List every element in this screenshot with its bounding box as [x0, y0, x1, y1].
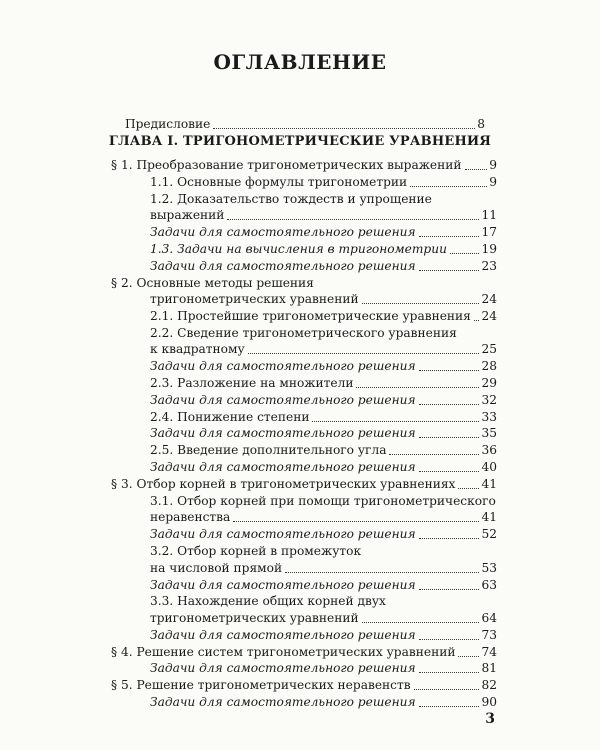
toc-entry	[150, 510, 497, 525]
toc-page-number: 41	[481, 510, 497, 524]
toc-entry	[111, 158, 497, 173]
toc-entry-text: 2.4. Понижение степени	[150, 410, 310, 424]
toc-entry-text: Предисловие	[125, 117, 211, 131]
toc-entry-text: § 4. Решение систем тригонометрических уравнений	[111, 645, 456, 659]
toc-page-number: 90	[481, 695, 497, 709]
toc-entry-text: § 2. Основные методы решения	[111, 276, 314, 290]
dot-leader	[419, 589, 480, 590]
toc-entry	[150, 359, 497, 374]
toc-entry	[111, 477, 497, 492]
dot-leader	[414, 689, 480, 690]
toc-entry-text: тригонометрических уравнений	[150, 611, 359, 625]
dot-leader	[389, 454, 479, 455]
toc-entry-text: на числовой прямой	[150, 561, 283, 575]
dot-leader	[419, 639, 480, 640]
dot-leader	[248, 353, 480, 354]
toc-page-number: 74	[481, 645, 497, 659]
toc-entry-text: § 5. Решение тригонометрических неравенств	[111, 678, 411, 692]
dot-leader	[474, 320, 480, 321]
dot-leader	[362, 622, 480, 623]
dot-leader	[233, 521, 479, 522]
toc-entry-text: 2.2. Сведение тригонометрического уравнения	[150, 326, 457, 340]
toc-entry-preface	[125, 117, 485, 132]
toc-page-number: 29	[481, 376, 497, 390]
dot-leader	[419, 672, 480, 673]
toc-page-number: 53	[481, 561, 497, 575]
dot-leader	[227, 219, 479, 220]
toc-entry	[150, 292, 497, 307]
toc-page-number: 25	[481, 342, 497, 356]
toc-page-number: 82	[481, 678, 497, 692]
toc-entry-text: Задачи для самостоятельного решения	[150, 259, 416, 273]
dot-leader	[419, 236, 480, 237]
toc-entry-text: 3.3. Нахождение общих корней двух	[150, 594, 386, 608]
toc-page-number: 40	[481, 460, 497, 474]
toc-entry	[150, 628, 497, 643]
toc-entry	[150, 578, 497, 593]
toc-entry-text: 2.1. Простейшие тригонометрические уравнения	[150, 309, 471, 323]
toc-entry-text: 2.3. Разложение на множители	[150, 376, 354, 390]
toc-page-number: 19	[481, 242, 497, 256]
dot-leader	[465, 169, 488, 170]
dot-leader	[450, 253, 480, 254]
toc-entry-text: Задачи для самостоятельного решения	[150, 628, 416, 642]
toc-entry	[150, 225, 497, 240]
toc-entry-text: § 3. Отбор корней в тригонометрических уравнениях	[111, 477, 456, 491]
dot-leader	[419, 404, 480, 405]
toc-entry-text: Задачи для самостоятельного решения	[150, 527, 416, 541]
toc-entry	[150, 342, 497, 357]
toc-entry	[150, 443, 497, 458]
dot-leader	[458, 488, 479, 489]
toc-entry-text: 2.5. Введение дополнительного угла	[150, 443, 387, 457]
toc-entry-text: § 1. Преобразование тригонометрических выражений	[111, 158, 462, 172]
toc-page-number: 28	[481, 359, 497, 373]
toc-entry	[111, 645, 497, 660]
toc-page-number: 9	[489, 175, 497, 189]
toc-page-number: 73	[481, 628, 497, 642]
toc-page-number: 9	[489, 158, 497, 172]
page-title: ОГЛАВЛЕНИЕ	[213, 50, 387, 74]
dot-leader	[419, 471, 480, 472]
dot-leader	[458, 656, 479, 657]
toc-entry	[150, 695, 497, 710]
toc-page-number: 52	[481, 527, 497, 541]
toc-page-number: 36	[481, 443, 497, 457]
toc-page-number: 17	[481, 225, 497, 239]
toc-page-number: 35	[481, 426, 497, 440]
toc-entry	[150, 561, 497, 576]
toc-entry	[150, 393, 497, 408]
toc-entry	[150, 242, 497, 257]
toc-entry-text: 1.2. Доказательство тождеств и упрощение	[150, 192, 432, 206]
toc-entry	[150, 410, 497, 425]
toc-entry	[150, 661, 497, 676]
dot-leader	[362, 303, 480, 304]
toc-entry	[150, 426, 497, 441]
toc-entry-text: 1.1. Основные формулы тригонометрии	[150, 175, 408, 189]
toc-page-number: 24	[481, 292, 497, 306]
toc-entry-text: Задачи для самостоятельного решения	[150, 578, 416, 592]
dot-leader	[419, 538, 480, 539]
toc-entry-text: Задачи для самостоятельного решения	[150, 460, 416, 474]
toc-entry-text: Задачи для самостоятельного решения	[150, 426, 416, 440]
toc-entry	[150, 376, 497, 391]
chapter-heading: ГЛАВА I. ТРИГОНОМЕТРИЧЕСКИЕ УРАВНЕНИЯ	[108, 134, 492, 149]
toc-entry-text: к квадратному	[150, 342, 245, 356]
toc-page-number: 8	[477, 117, 485, 131]
toc-entry-text: тригонометрических уравнений	[150, 292, 359, 306]
dot-leader	[419, 706, 480, 707]
toc-entry	[150, 175, 497, 190]
toc-entry	[150, 611, 497, 626]
toc-entry	[150, 208, 497, 223]
toc-entry-text: Задачи для самостоятельного решения	[150, 393, 416, 407]
toc-page-number: 41	[481, 477, 497, 491]
toc-entry-text: выражений	[150, 208, 225, 222]
toc-entry-text: 1.3. Задачи на вычисления в тригонометрии	[150, 242, 447, 256]
dot-leader	[285, 572, 479, 573]
dot-leader	[312, 421, 479, 422]
toc-page-number: 23	[481, 259, 497, 273]
toc-entry-text: Задачи для самостоятельного решения	[150, 695, 416, 709]
toc-entry	[150, 309, 497, 324]
toc-page-number: 32	[481, 393, 497, 407]
dot-leader	[419, 370, 480, 371]
toc-page-number: 63	[481, 578, 497, 592]
toc-page-number: 81	[481, 661, 497, 675]
dot-leader	[410, 186, 487, 187]
toc-entry-text: 3.2. Отбор корней в промежуток	[150, 544, 362, 558]
toc-page-number: 24	[481, 309, 497, 323]
toc-entry	[150, 527, 497, 542]
toc-entry-text: Задачи для самостоятельного решения	[150, 661, 416, 675]
toc-entry	[150, 259, 497, 274]
toc-entry-text: неравенства	[150, 510, 231, 524]
dot-leader	[213, 128, 475, 129]
toc-entry-text: Задачи для самостоятельного решения	[150, 225, 416, 239]
page-number: 3	[485, 711, 495, 727]
dot-leader	[356, 387, 479, 388]
toc-page-number: 11	[481, 208, 497, 222]
toc-page-number: 33	[481, 410, 497, 424]
toc-entry	[150, 460, 497, 475]
toc-entry-text: 3.1. Отбор корней при помощи тригонометрического	[150, 494, 496, 508]
toc-entry	[111, 678, 497, 693]
toc-entry-text: Задачи для самостоятельного решения	[150, 359, 416, 373]
dot-leader	[419, 437, 480, 438]
dot-leader	[419, 270, 480, 271]
toc-page-number: 64	[481, 611, 497, 625]
